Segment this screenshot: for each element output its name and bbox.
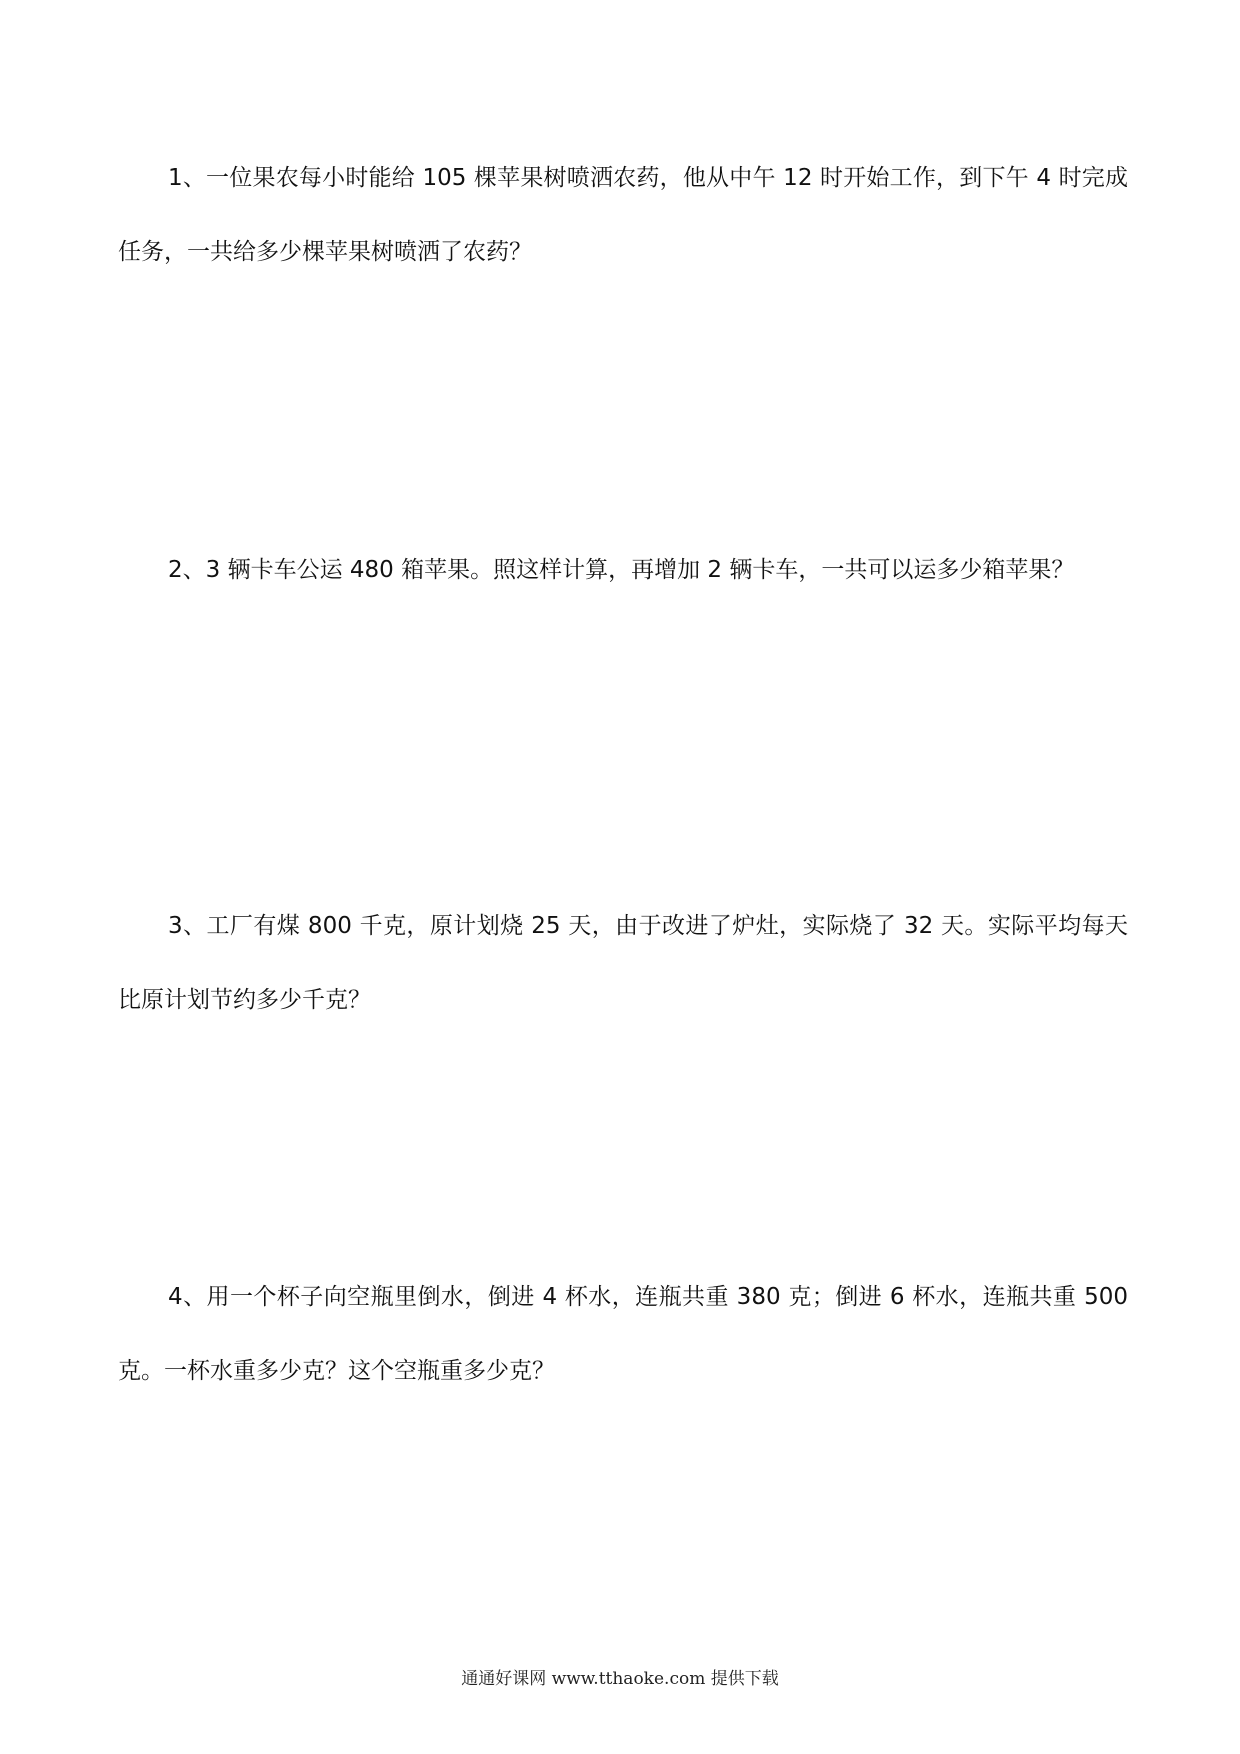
problem-4: 4、用一个杯子向空瓶里倒水，倒进 4 杯水，连瓶共重 380 克；倒进 6 杯水，连瓶共重 500 克。一杯水重多少克？这个空瓶重多少克？ bbox=[118, 1284, 1128, 1384]
page-footer: 通通好课网 www.tthaoke.com 提供下载 bbox=[461, 1669, 779, 1689]
problem-1: 1、一位果农每小时能给 105 棵苹果树喷洒农药，他从中午 12 时开始工作，到下午 4 时完成任务，一共给多少棵苹果树喷洒了农药？ bbox=[118, 165, 1128, 265]
problem-3: 3、工厂有煤 800 千克，原计划烧 25 天，由于改进了炉灶，实际烧了 32 天。实际平均每天比原计划节约多少千克？ bbox=[118, 913, 1128, 1013]
problem-2: 2、3 辆卡车公运 480 箱苹果。照这样计算，再增加 2 辆卡车，一共可以运多少箱苹果？ bbox=[168, 557, 1075, 583]
